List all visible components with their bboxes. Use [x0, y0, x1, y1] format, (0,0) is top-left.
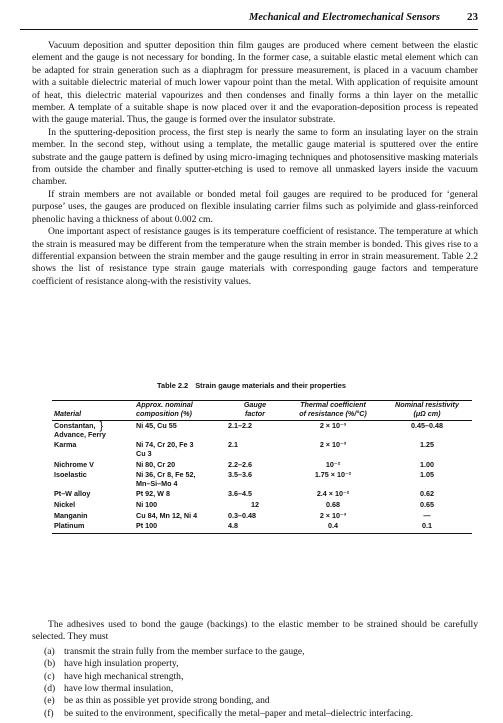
cell-composition: Ni 74, Cr 20, Fe 3 Cu 3: [136, 440, 194, 458]
list-marker: (c): [44, 670, 55, 682]
table-row: [52, 440, 472, 459]
cell-gauge-factor: 4.8: [226, 521, 284, 533]
cell-composition: Pt 92, W 8: [136, 489, 170, 499]
cell-thermal: 0.68: [326, 499, 340, 509]
cell-material: Nichrome V: [54, 459, 94, 469]
list-item: [32, 646, 478, 658]
table-label: Table 2.2: [157, 381, 189, 390]
cell-material: Constantan, } Advance, Ferry: [54, 420, 106, 439]
cell-thermal: 2 × 10⁻³: [319, 510, 347, 520]
header-resistivity: Nominal resistivity (μΩ cm): [395, 400, 459, 418]
list-item: [32, 658, 478, 670]
paragraph: The adhesives used to bond the gauge (backings) to the elastic member to be strained should be carefully selected. They must: [32, 619, 478, 643]
table-caption-text: Strain gauge materials and their properties: [195, 381, 346, 390]
cell-gauge-factor: 2.1: [228, 440, 238, 450]
cell-composition: Ni 100: [136, 499, 158, 509]
paragraph: One important aspect of resistance gauges is its temperature coefficient of resistance. The temperature at which the strain is measured may be different from the temperature when the strain member is bonded. This gives rise to a differential expansion between the strain member and the gauge resulting in error in strain measurement. Table 2.2 shows the list of resistance type strain gauge materials with corresponding gauge factors and temperature coefficient of resistance along-with the resistivity values.: [32, 226, 478, 287]
table-row: [52, 421, 472, 441]
list-marker: (a): [44, 645, 55, 657]
cell-thermal: 2 × 10⁻³: [319, 440, 347, 450]
after-table-text: [32, 619, 478, 720]
requirements-list: [32, 646, 478, 720]
cell-composition: Ni 80, Cr 20: [136, 459, 176, 469]
table-header-row: [52, 401, 472, 421]
table-row: [52, 500, 472, 511]
cell-material: Isoelastic: [54, 470, 87, 480]
list-item: [32, 708, 478, 720]
cell-gauge-factor: 3.6–4.5: [228, 489, 252, 499]
cell-gauge-factor: 0.3–0.48: [228, 510, 256, 520]
cell-gauge-factor: 2.1–2.2: [228, 421, 252, 431]
list-item-text: have low thermal insulation,: [64, 683, 174, 695]
header-thermal-coefficient: Thermal coefficient of resistance (%/°C): [299, 400, 367, 418]
cell-resistivity: —: [423, 510, 431, 520]
cell-material: Nickel: [54, 499, 76, 509]
header-gauge-factor: Gauge factor: [243, 400, 267, 418]
cell-gauge-factor: 2.2–2.6: [228, 459, 252, 469]
cell-resistivity: 1.05: [420, 470, 434, 480]
cell-composition: Ni 45, Cu 55: [136, 421, 177, 431]
cell-gauge-factor: 12: [251, 499, 259, 509]
list-marker: (d): [44, 683, 56, 695]
cell-thermal: 2.4 × 10⁻²: [316, 489, 350, 499]
cell-resistivity: 0.1: [382, 521, 472, 533]
cell-resistivity: 0.62: [420, 489, 434, 499]
table-row: [52, 460, 472, 471]
list-item-text: have high mechanical strength,: [64, 670, 184, 682]
cell-resistivity: 1.00: [420, 459, 434, 469]
cell-composition: Ni 36, Cr 8, Fe 52, Mn–Si–Mo 4: [136, 470, 196, 488]
cell-thermal: 1.75 × 10⁻²: [314, 470, 352, 480]
cell-resistivity: 1.25: [420, 440, 434, 450]
cell-material: Karma: [54, 440, 77, 450]
cell-material: Manganin: [54, 510, 88, 520]
header-material: Material: [54, 408, 82, 418]
list-marker: (b): [44, 658, 56, 670]
cell-resistivity: 0.45–0.48: [411, 421, 443, 431]
list-item: [32, 683, 478, 695]
properties-table: [52, 400, 472, 534]
list-item-text: be suited to the environment, specifically the metal–paper and metal–dielectric interfacing.: [64, 707, 413, 719]
body-text: [32, 40, 478, 288]
paragraph: Vacuum deposition and sputter deposition thin film gauges are produced where cement between the elastic element and the gauge is not necessary for bonding. In the former case, a suitable elastic metal element which can be adapted for strain generation such as a diaphragm for pressure measurement, is placed in a vacuum chamber with a suitable dielectric material of much lower vapour point than the metal. With application of requisite amount of heat, this dielectric material vapourizes and then condenses and finally forms a thin layer on the metallic member. A template of a suitable shape is now placed over it and the evaporation-deposition process is repeated with the gauge material. Thus, the gauge is formed over the insulator substrate.: [32, 40, 478, 126]
cell-material: Platinum: [52, 521, 134, 533]
list-item: [32, 695, 478, 707]
cell-material: Pt–W alloy: [54, 489, 91, 499]
paragraph: If strain members are not available or bonded metal foil gauges are required to be produced for ‘general purpose’ uses, the gauges are produced on flexible insulating carrier films such as polyimide and glass-reinforced phenolic having a thickness of about 0.002 cm.: [32, 188, 478, 225]
list-marker: (e): [44, 695, 55, 707]
list-item-text: transmit the strain fully from the member surface to the gauge,: [64, 645, 305, 657]
cell-gauge-factor: 3.5–3.6: [228, 470, 252, 480]
list-item-text: have high insulation property,: [64, 658, 179, 670]
header-composition: Approx. nominal composition (%): [136, 400, 193, 418]
cell-thermal: 2 × 10⁻³: [319, 421, 347, 431]
cell-thermal: 0.4: [284, 521, 382, 533]
table-row: [52, 511, 472, 522]
cell-thermal: 10⁻²: [325, 459, 341, 469]
cell-composition: Pt 100: [134, 521, 226, 533]
table-row: [52, 521, 472, 533]
paragraph: In the sputtering-deposition process, the first step is nearly the same to form an insulating layer on the strain member. In the second step, without using a template, the metallic gauge material is sputtered over the entire substrate and the gauge pattern is defined by using micro-imaging techniques and photosensitive masking materials from outside the chamber and finally sputter-etching is used to remove all unmasked layers inside the vacuum chamber.: [32, 126, 478, 188]
cell-resistivity: 0.65: [420, 499, 434, 509]
running-title: Mechanical and Electromechanical Sensors: [248, 12, 440, 23]
header-rule: [20, 29, 478, 30]
cell-composition: Cu 84, Mn 12, Ni 4: [136, 510, 198, 520]
list-item: [32, 671, 478, 683]
list-item-text: be as thin as possible yet provide strong bonding, and: [64, 695, 270, 707]
list-marker: (f): [44, 707, 54, 719]
running-header: [20, 8, 478, 30]
table-caption: [0, 381, 503, 390]
table-row: [52, 470, 472, 489]
table-row: [52, 489, 472, 500]
page-number: 23: [467, 11, 478, 23]
